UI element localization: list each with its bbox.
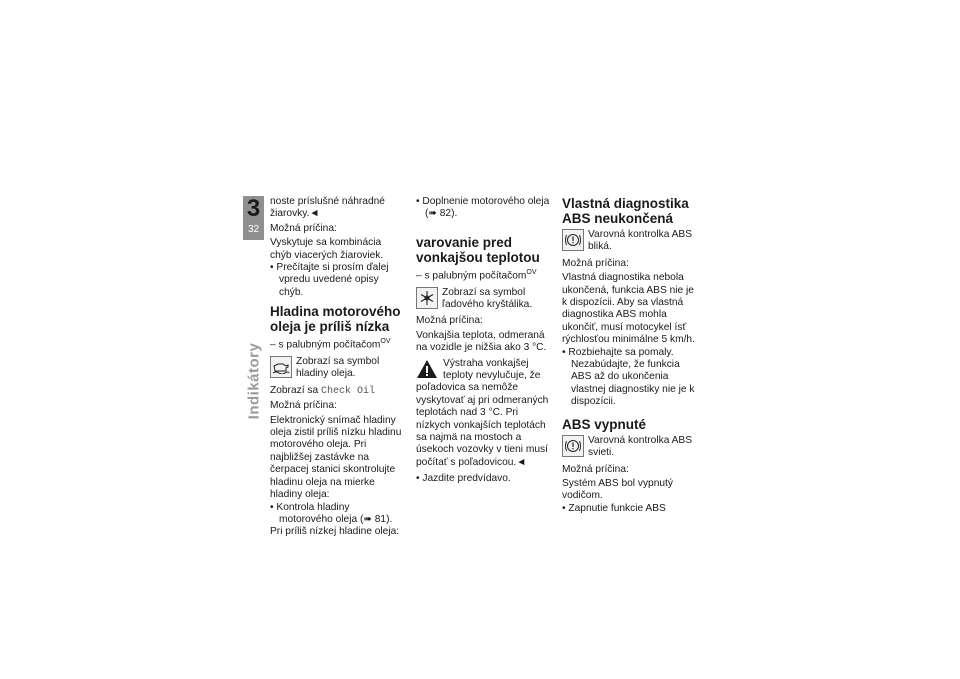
paragraph: Vonkajšia teplota, odmeraná na vozidle je nižšia ako 3 °C.	[416, 329, 547, 354]
note-text: – s palubným počítačom	[416, 270, 527, 282]
chapter-number: 3	[246, 195, 261, 222]
heading-abs-off: ABS vypnuté	[562, 416, 647, 432]
heading-abs-diagnosis: Vlastná diagnostika ABS neukončená	[562, 196, 689, 226]
ice-crystal-icon	[416, 287, 438, 309]
abs-warning-light-icon	[562, 435, 584, 457]
frost-icon-row	[416, 287, 551, 312]
paragraph: Systém ABS bol vypnutý vodičom.	[562, 477, 673, 502]
section-side-label	[243, 336, 264, 426]
paragraph: Elektronický snímač hladiny oleja zistil príliš nízku hladinu motorového oleja. Pri najbližšej zastávke na čerpacej stanici skontrolujte hladinu oleja na mierke hladiny oleja:	[270, 414, 402, 501]
abs-icon-row-2	[562, 435, 700, 460]
section-title: Indikátory	[245, 342, 262, 420]
paragraph: Možná príčina:	[562, 257, 629, 269]
warning-block	[416, 358, 551, 470]
paragraph: Možná príčina:	[270, 222, 337, 234]
paragraph: noste príslušné náhradné žiarovky.◄	[270, 196, 385, 220]
warning-triangle-icon	[416, 358, 438, 380]
icon-description: Zobrazí sa symbol hladiny oleja.	[296, 356, 380, 380]
note-text: – s palubným počítačom	[270, 339, 381, 351]
warning-text: Výstraha vonkajšej teploty nevylučuje, že poľadovica sa nemôže vyskytovať aj pri odmeraných teplotách nad 3 °C. Pri nízkych vonkajších teplotách sa najmä na mostoch a úsekoch vozovky v tieni musí počítať s poľadovicou.◄	[416, 357, 549, 468]
paragraph: Možná príčina:	[416, 315, 483, 327]
icon-description: Varovná kontrolka ABS bliká.	[588, 229, 693, 253]
page-number: 32	[247, 224, 260, 235]
column-1	[270, 196, 405, 541]
bullet-item: • Zapnutie funkcie ABS	[562, 502, 666, 514]
bullet-item: • Kontrola hladiny motorového oleja (➠ 81).	[270, 501, 393, 525]
column-3	[562, 196, 700, 515]
onboard-computer-note	[416, 267, 551, 283]
abs-warning-light-icon	[562, 229, 584, 251]
note-sup: OV	[380, 338, 391, 346]
bullet-item: • Rozbiehajte sa pomaly. Nezabúdajte, že funkcia ABS až do ukončenia vlastnej diagnostiky nie je k dispozícii.	[562, 346, 695, 408]
display-code: Check Oil	[320, 385, 375, 397]
icon-description: Varovná kontrolka ABS svieti.	[588, 434, 693, 459]
onboard-computer-note	[270, 336, 405, 352]
paragraph: Možná príčina:	[562, 463, 629, 475]
column-2	[416, 196, 551, 486]
bullet-item: • Doplnenie motorového oleja (➠ 82).	[416, 196, 550, 220]
shows-label: Zobrazí sa	[270, 384, 319, 396]
note-sup: OV	[526, 268, 537, 276]
oil-icon-row	[270, 356, 405, 381]
paragraph: Vlastná diagnostika nebola ukončená, funkcia ABS nie je k dispozícii. Aby sa vlastná diagnostika ABS mohla ukončiť, musí motocykel ísť rýchlosťou minimálne 5 km/h.	[562, 272, 695, 346]
bullet-item: • Jazdite predvídavo.	[416, 473, 511, 485]
icon-description: Zobrazí sa symbol ľadového kryštálika.	[442, 286, 533, 311]
bullet-item: • Prečítajte si prosím ďalej vpredu uvedené opisy chýb.	[270, 262, 389, 298]
paragraph: Pri príliš nízkej hladine oleja:	[270, 526, 400, 538]
chapter-tab	[243, 196, 264, 240]
abs-icon-row	[562, 229, 700, 254]
paragraph: Možná príčina:	[270, 400, 337, 412]
shows-line	[270, 385, 405, 398]
oil-level-icon	[270, 356, 292, 378]
paragraph: Vyskytuje sa kombinácia chýb viacerých žiaroviek.	[270, 237, 384, 261]
heading-oil-level: Hladina motorového oleja je príliš nízka	[270, 304, 401, 335]
heading-outside-temp: varovanie pred vonkajšou teplotou	[416, 234, 540, 265]
